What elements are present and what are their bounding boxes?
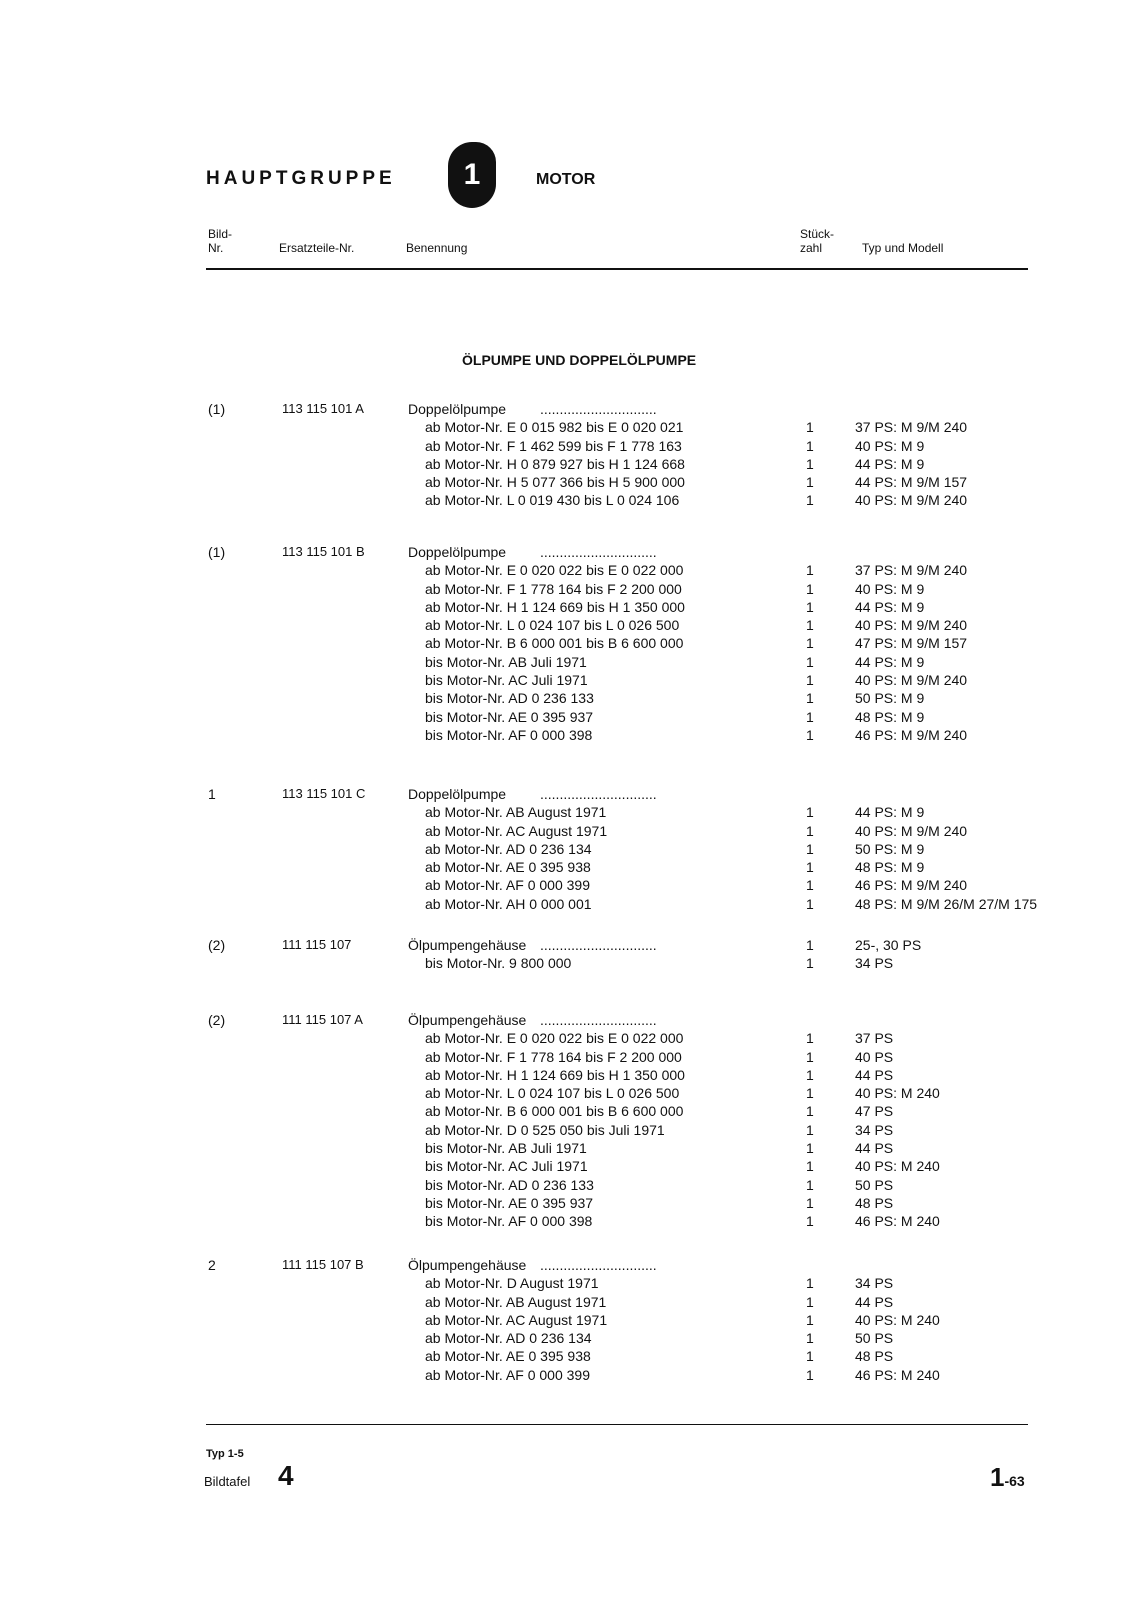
engine-range: ab Motor-Nr. AF 0 000 399 bbox=[425, 877, 590, 894]
quantity: 1 bbox=[806, 455, 814, 472]
engine-range: ab Motor-Nr. F 1 778 164 bis F 2 200 000 bbox=[425, 580, 682, 597]
engine-range: ab Motor-Nr. L 0 024 107 bis L 0 026 500 bbox=[425, 1085, 680, 1102]
part-entry-header bbox=[0, 1012, 1138, 1030]
part-detail-row bbox=[0, 474, 1138, 492]
bild-number: 2 bbox=[208, 1257, 216, 1273]
part-detail-row bbox=[0, 727, 1138, 745]
engine-range: bis Motor-Nr. AB Juli 1971 bbox=[425, 1140, 587, 1157]
part-detail-row bbox=[0, 955, 1138, 973]
quantity: 1 bbox=[806, 1366, 814, 1383]
part-name: Ölpumpengehäuse bbox=[408, 937, 527, 953]
engine-range: ab Motor-Nr. L 0 024 107 bis L 0 026 500 bbox=[425, 617, 680, 634]
quantity: 1 bbox=[806, 804, 814, 821]
part-detail-row bbox=[0, 438, 1138, 456]
engine-range: bis Motor-Nr. AE 0 395 937 bbox=[425, 1194, 594, 1211]
leader-dots: .............................. bbox=[540, 544, 657, 560]
engine-range: ab Motor-Nr. AD 0 236 134 bbox=[425, 1330, 592, 1347]
part-detail-row bbox=[0, 1348, 1138, 1366]
page-number-sub: -63 bbox=[1004, 1473, 1025, 1489]
type-model: 40 PS: M 9/M 240 bbox=[855, 672, 968, 689]
column-header-quantity-line1: Stück- bbox=[800, 227, 835, 241]
part-number: 111 115 107 B bbox=[282, 1257, 364, 1272]
engine-range: ab Motor-Nr. H 1 124 669 bis H 1 350 000 bbox=[425, 1066, 685, 1083]
engine-range: ab Motor-Nr. AB August 1971 bbox=[425, 804, 607, 821]
type-model: 44 PS bbox=[855, 1293, 894, 1310]
type-model: 44 PS: M 9/M 157 bbox=[855, 474, 968, 491]
quantity: 1 bbox=[806, 1311, 814, 1328]
type-model: 44 PS bbox=[855, 1140, 894, 1157]
engine-range: ab Motor-Nr. AD 0 236 134 bbox=[425, 840, 592, 857]
quantity: 1 bbox=[806, 690, 814, 707]
part-name: Doppelölpumpe bbox=[408, 786, 507, 802]
main-group-label: HAUPTGRUPPE bbox=[206, 168, 396, 189]
type-model: 37 PS: M 9/M 240 bbox=[855, 562, 968, 579]
engine-range: bis Motor-Nr. AF 0 000 398 bbox=[425, 1213, 593, 1230]
part-detail-row bbox=[0, 859, 1138, 877]
part-detail-row bbox=[0, 1158, 1138, 1176]
bild-number: (2) bbox=[208, 937, 226, 953]
part-entry bbox=[0, 401, 1138, 511]
part-detail-row bbox=[0, 456, 1138, 474]
part-detail-row bbox=[0, 1085, 1138, 1103]
type-model: 46 PS: M 9/M 240 bbox=[855, 726, 968, 743]
bild-number: (1) bbox=[208, 401, 226, 417]
footer-bildtafel-number: 4 bbox=[278, 1460, 294, 1491]
type-model: 46 PS: M 240 bbox=[855, 1366, 940, 1383]
type-model: 44 PS: M 9 bbox=[855, 653, 925, 670]
quantity: 1 bbox=[806, 708, 814, 725]
quantity: 1 bbox=[806, 1330, 814, 1347]
part-detail-row bbox=[0, 1367, 1138, 1385]
column-header-quantity-line2: zahl bbox=[800, 241, 823, 255]
engine-range: ab Motor-Nr. AH 0 000 001 bbox=[425, 895, 592, 912]
type-model: 40 PS: M 9 bbox=[855, 580, 925, 597]
type-model: 34 PS bbox=[855, 1275, 894, 1292]
engine-range: ab Motor-Nr. H 1 124 669 bis H 1 350 000 bbox=[425, 598, 685, 615]
column-header-type: Typ und Modell bbox=[862, 241, 944, 255]
bild-number: 1 bbox=[208, 786, 216, 802]
type-model: 40 PS: M 9/M 240 bbox=[855, 617, 968, 634]
part-detail-row bbox=[0, 1294, 1138, 1312]
quantity: 1 bbox=[806, 1066, 814, 1083]
quantity: 1 bbox=[806, 1030, 814, 1047]
engine-range: ab Motor-Nr. H 5 077 366 bis H 5 900 000 bbox=[425, 474, 685, 491]
part-detail-row bbox=[0, 1177, 1138, 1195]
engine-range: ab Motor-Nr. E 0 020 022 bis E 0 022 000 bbox=[425, 1030, 684, 1047]
quantity: 1 bbox=[806, 1348, 814, 1365]
part-detail-row bbox=[0, 599, 1138, 617]
type-model: 40 PS: M 9 bbox=[855, 437, 925, 454]
engine-range: ab Motor-Nr. B 6 000 001 bis B 6 600 000 bbox=[425, 635, 684, 652]
part-detail-row bbox=[0, 1067, 1138, 1085]
part-detail-row bbox=[0, 877, 1138, 895]
quantity: 1 bbox=[806, 617, 814, 634]
part-detail-row bbox=[0, 841, 1138, 859]
group-name: MOTOR bbox=[536, 171, 596, 188]
part-detail-row bbox=[0, 1140, 1138, 1158]
quantity: 1 bbox=[806, 1176, 814, 1193]
type-model: 37 PS: M 9/M 240 bbox=[855, 419, 968, 436]
quantity: 1 bbox=[806, 437, 814, 454]
quantity: 1 bbox=[806, 822, 814, 839]
engine-range: bis Motor-Nr. AF 0 000 398 bbox=[425, 726, 593, 743]
part-detail-row bbox=[0, 709, 1138, 727]
column-header-bild-nr-line1: Bild- bbox=[208, 227, 233, 241]
part-detail-row bbox=[0, 1030, 1138, 1048]
part-name: Doppelölpumpe bbox=[408, 544, 507, 560]
footer-rule bbox=[206, 1424, 1028, 1425]
engine-range: ab Motor-Nr. AC August 1971 bbox=[425, 1311, 608, 1328]
engine-range: bis Motor-Nr. AB Juli 1971 bbox=[425, 653, 587, 670]
quantity: 1 bbox=[806, 1158, 814, 1175]
leader-dots: .............................. bbox=[540, 786, 657, 802]
part-name: Ölpumpengehäuse bbox=[408, 1012, 527, 1028]
engine-range: ab Motor-Nr. AE 0 395 938 bbox=[425, 1348, 591, 1365]
part-entry bbox=[0, 544, 1138, 745]
part-entry-header bbox=[0, 1257, 1138, 1275]
part-detail-row bbox=[0, 562, 1138, 580]
engine-range: ab Motor-Nr. AE 0 395 938 bbox=[425, 859, 591, 876]
engine-range: ab Motor-Nr. E 0 015 982 bis E 0 020 021 bbox=[425, 419, 684, 436]
leader-dots: .............................. bbox=[540, 937, 657, 953]
part-detail-row bbox=[0, 635, 1138, 653]
type-model: 25-, 30 PS bbox=[855, 937, 922, 953]
column-header-name: Benennung bbox=[406, 241, 468, 255]
bild-number: (1) bbox=[208, 544, 226, 560]
part-entry-header bbox=[0, 937, 1138, 955]
engine-range: bis Motor-Nr. AD 0 236 133 bbox=[425, 690, 594, 707]
part-detail-row bbox=[0, 1049, 1138, 1067]
quantity: 1 bbox=[806, 840, 814, 857]
engine-range: bis Motor-Nr. AD 0 236 133 bbox=[425, 1176, 594, 1193]
type-model: 48 PS: M 9 bbox=[855, 708, 925, 725]
part-name: Doppelölpumpe bbox=[408, 401, 507, 417]
page-number-main: 1 bbox=[990, 1462, 1005, 1492]
part-entry bbox=[0, 786, 1138, 914]
type-model: 50 PS: M 9 bbox=[855, 840, 925, 857]
part-entry bbox=[0, 1257, 1138, 1385]
leader-dots: .............................. bbox=[540, 401, 657, 417]
part-entry-header bbox=[0, 401, 1138, 419]
footer-type: Typ 1-5 bbox=[206, 1448, 244, 1460]
part-detail-row bbox=[0, 1103, 1138, 1121]
page-number bbox=[990, 1462, 1025, 1493]
quantity: 1 bbox=[806, 580, 814, 597]
part-detail-row bbox=[0, 1330, 1138, 1348]
leader-dots: .............................. bbox=[540, 1257, 657, 1273]
quantity: 1 bbox=[806, 1293, 814, 1310]
part-detail-row bbox=[0, 804, 1138, 822]
quantity: 1 bbox=[806, 1085, 814, 1102]
part-name: Ölpumpengehäuse bbox=[408, 1257, 527, 1273]
quantity: 1 bbox=[806, 598, 814, 615]
quantity: 1 bbox=[806, 1194, 814, 1211]
engine-range: bis Motor-Nr. 9 800 000 bbox=[425, 955, 572, 972]
engine-range: ab Motor-Nr. E 0 020 022 bis E 0 022 000 bbox=[425, 562, 684, 579]
leader-dots: .............................. bbox=[540, 1012, 657, 1028]
engine-range: bis Motor-Nr. AE 0 395 937 bbox=[425, 708, 594, 725]
part-detail-row bbox=[0, 492, 1138, 510]
group-number-badge: 1 bbox=[448, 142, 496, 208]
engine-range: ab Motor-Nr. L 0 019 430 bis L 0 024 106 bbox=[425, 492, 680, 509]
quantity: 1 bbox=[806, 635, 814, 652]
engine-range: bis Motor-Nr. AC Juli 1971 bbox=[425, 1158, 588, 1175]
quantity: 1 bbox=[806, 726, 814, 743]
quantity: 1 bbox=[806, 474, 814, 491]
part-detail-row bbox=[0, 823, 1138, 841]
type-model: 37 PS bbox=[855, 1030, 894, 1047]
type-model: 34 PS bbox=[855, 955, 894, 972]
part-entry-header bbox=[0, 544, 1138, 562]
type-model: 48 PS: M 9/M 26/M 27/M 175 bbox=[855, 895, 1038, 912]
quantity: 1 bbox=[806, 1275, 814, 1292]
engine-range: ab Motor-Nr. F 1 778 164 bis F 2 200 000 bbox=[425, 1048, 682, 1065]
type-model: 40 PS: M 240 bbox=[855, 1158, 940, 1175]
type-model: 40 PS: M 9/M 240 bbox=[855, 822, 968, 839]
part-detail-row bbox=[0, 654, 1138, 672]
quantity: 1 bbox=[806, 1140, 814, 1157]
engine-range: ab Motor-Nr. F 1 462 599 bis F 1 778 163 bbox=[425, 437, 682, 454]
part-detail-row bbox=[0, 1122, 1138, 1140]
type-model: 44 PS: M 9 bbox=[855, 598, 925, 615]
quantity: 1 bbox=[806, 653, 814, 670]
part-detail-row bbox=[0, 896, 1138, 914]
quantity: 1 bbox=[806, 492, 814, 509]
part-entry-header bbox=[0, 786, 1138, 804]
section-title: ÖLPUMPE UND DOPPELÖLPUMPE bbox=[462, 352, 697, 368]
type-model: 40 PS: M 9/M 240 bbox=[855, 492, 968, 509]
engine-range: ab Motor-Nr. AF 0 000 399 bbox=[425, 1366, 590, 1383]
type-model: 40 PS: M 240 bbox=[855, 1311, 940, 1328]
quantity: 1 bbox=[806, 1048, 814, 1065]
quantity: 1 bbox=[806, 1121, 814, 1138]
quantity: 1 bbox=[806, 1213, 814, 1230]
type-model: 47 PS bbox=[855, 1103, 894, 1120]
type-model: 47 PS: M 9/M 157 bbox=[855, 635, 968, 652]
engine-range: ab Motor-Nr. H 0 879 927 bis H 1 124 668 bbox=[425, 455, 685, 472]
part-number: 113 115 101 A bbox=[282, 401, 364, 416]
part-detail-row bbox=[0, 672, 1138, 690]
part-detail-row bbox=[0, 419, 1138, 437]
bild-number: (2) bbox=[208, 1012, 226, 1028]
part-number: 111 115 107 bbox=[282, 937, 352, 952]
part-detail-row bbox=[0, 1275, 1138, 1293]
engine-range: ab Motor-Nr. AB August 1971 bbox=[425, 1293, 607, 1310]
part-detail-row bbox=[0, 1195, 1138, 1213]
type-model: 50 PS bbox=[855, 1330, 894, 1347]
quantity: 1 bbox=[806, 937, 814, 953]
engine-range: ab Motor-Nr. D August 1971 bbox=[425, 1275, 599, 1292]
type-model: 46 PS: M 9/M 240 bbox=[855, 877, 968, 894]
part-detail-row bbox=[0, 1213, 1138, 1231]
quantity: 1 bbox=[806, 419, 814, 436]
type-model: 48 PS bbox=[855, 1194, 894, 1211]
part-number: 113 115 101 C bbox=[282, 786, 366, 801]
engine-range: ab Motor-Nr. AC August 1971 bbox=[425, 822, 608, 839]
type-model: 50 PS bbox=[855, 1176, 894, 1193]
footer-bildtafel-label: Bildtafel bbox=[204, 1474, 251, 1489]
quantity: 1 bbox=[806, 955, 814, 972]
part-detail-row bbox=[0, 617, 1138, 635]
engine-range: ab Motor-Nr. D 0 525 050 bis Juli 1971 bbox=[425, 1121, 665, 1138]
engine-range: ab Motor-Nr. B 6 000 001 bis B 6 600 000 bbox=[425, 1103, 684, 1120]
type-model: 50 PS: M 9 bbox=[855, 690, 925, 707]
quantity: 1 bbox=[806, 877, 814, 894]
type-model: 40 PS bbox=[855, 1048, 894, 1065]
part-number: 111 115 107 A bbox=[282, 1012, 363, 1027]
type-model: 44 PS: M 9 bbox=[855, 455, 925, 472]
part-entry bbox=[0, 937, 1138, 974]
quantity: 1 bbox=[806, 672, 814, 689]
part-detail-row bbox=[0, 690, 1138, 708]
part-detail-row bbox=[0, 1312, 1138, 1330]
part-entry bbox=[0, 1012, 1138, 1232]
type-model: 34 PS bbox=[855, 1121, 894, 1138]
type-model: 40 PS: M 240 bbox=[855, 1085, 940, 1102]
type-model: 44 PS bbox=[855, 1066, 894, 1083]
column-header-bild-nr-line2: Nr. bbox=[208, 241, 224, 255]
type-model: 44 PS: M 9 bbox=[855, 804, 925, 821]
column-header-part-number: Ersatzteile-Nr. bbox=[279, 241, 355, 255]
engine-range: bis Motor-Nr. AC Juli 1971 bbox=[425, 672, 588, 689]
quantity: 1 bbox=[806, 1103, 814, 1120]
quantity: 1 bbox=[806, 859, 814, 876]
part-detail-row bbox=[0, 581, 1138, 599]
quantity: 1 bbox=[806, 895, 814, 912]
part-number: 113 115 101 B bbox=[282, 544, 365, 559]
type-model: 48 PS bbox=[855, 1348, 894, 1365]
type-model: 48 PS: M 9 bbox=[855, 859, 925, 876]
quantity: 1 bbox=[806, 562, 814, 579]
type-model: 46 PS: M 240 bbox=[855, 1213, 940, 1230]
